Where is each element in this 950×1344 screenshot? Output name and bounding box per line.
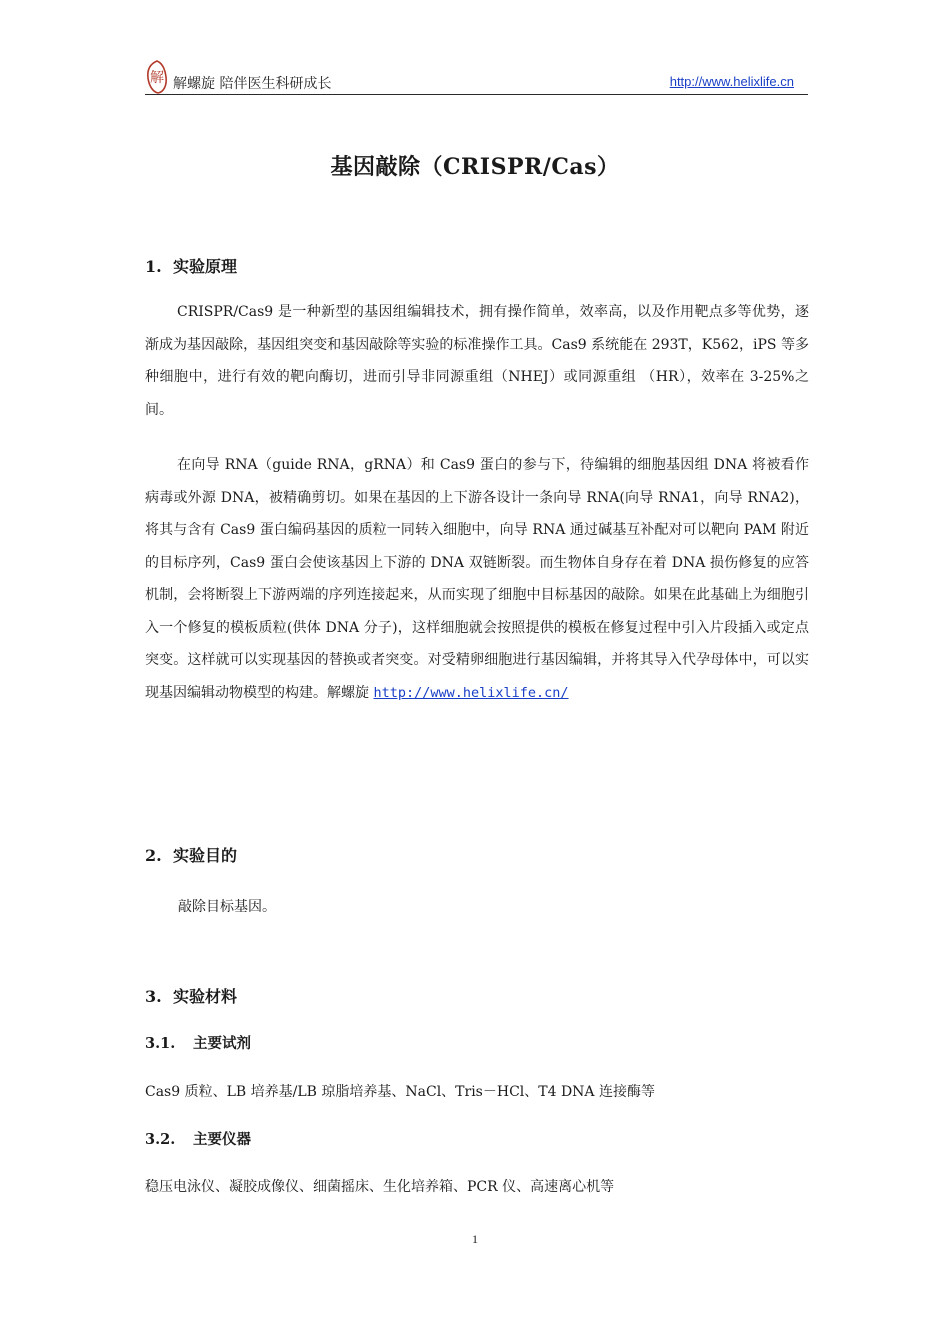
principle-paragraph-1: CRISPR/Cas9 是一种新型的基因组编辑技术，拥有操作简单，效率高，以及作用靶点多等优势，逐渐成为基因敲除，基因组突变和基因敲除等实验的标准操作工具。Cas9 系统能在 293T，K562，iPS 等多种细胞中，进行有效的靶向酶切，进而引导非同源重组（NHEJ）或同源重组 （HR），效率在 3-25%之间。 (145, 304, 809, 418)
helixlife-link[interactable]: http://www.helixlife.cn/ (373, 684, 569, 701)
purpose-text: 敲除目标基因。 (178, 899, 276, 915)
section-3-heading (145, 984, 237, 1007)
section-1-title: 实验原理 (173, 257, 238, 276)
logo-char: 解 (150, 70, 164, 86)
reagents-list: Cas9 质粒、LB 培养基/LB 琼脂培养基、NaCl、Tris－HCl、T4 DNA 连接酶等 (145, 1084, 655, 1100)
page-header (145, 58, 808, 96)
section-1-number: 1. (145, 257, 162, 276)
header-divider (145, 94, 808, 95)
document-title: 基因敲除（CRISPR/Cas） (330, 154, 620, 180)
section-1-heading (145, 254, 237, 277)
section-2-title: 实验目的 (173, 846, 238, 865)
subsection-3-2-heading (145, 1128, 251, 1149)
section-3-number: 3. (145, 987, 162, 1006)
subsection-3-1-heading (145, 1032, 251, 1053)
principle-paragraph-2-text: 在向导 RNA（guide RNA，gRNA）和 Cas9 蛋白的参与下，待编辑的细胞基因组 DNA 将被看作病毒或外源 DNA，被精确剪切。如果在基因的上下游各设计一条向导 RNA(向导 RNA1，向导 RNA2)，将其与含有 Cas9 蛋白编码基因的质粒一同转入细胞中，向导 RNA 通过碱基互补配对可以靶向 PAM 附近的目标序列，Cas9 蛋白会使该基因上下游的 DNA 双链断裂。而生物体自身存在着 DNA 损伤修复的应答机制，会将断裂上下游两端的序列连接起来，从而实现了细胞中目标基因的敲除。如果在此基础上为细胞引入一个修复的模板质粒(供体 DNA 分子)，这样细胞就会按照提供的模板在修复过程中引入片段插入或定点突变。这样就可以实现基因的替换或者突变。对受精卵细胞进行基因编辑，并将其导入代孕母体中，可以实现基因编辑动物模型的构建。解螺旋 (145, 457, 809, 701)
brand-slogan: 解螺旋 陪伴医生科研成长 (173, 76, 332, 92)
instruments-list: 稳压电泳仪、凝胶成像仪、细菌摇床、生化培养箱、PCR 仪、高速离心机等 (145, 1179, 615, 1195)
section-2-number: 2. (145, 846, 162, 865)
helixlife-logo-icon (145, 60, 169, 94)
subsection-3-1-number: 3.1. (145, 1035, 176, 1052)
subsection-3-2-number: 3.2. (145, 1131, 176, 1148)
page-number: 1 (472, 1232, 478, 1246)
section-2-heading (145, 843, 237, 866)
subsection-3-1-title: 主要试剂 (193, 1035, 251, 1052)
subsection-3-2-title: 主要仪器 (193, 1131, 251, 1148)
section-3-title: 实验材料 (173, 987, 238, 1006)
header-site-link[interactable]: http://www.helixlife.cn (669, 74, 794, 89)
principle-paragraph-2 (145, 449, 809, 709)
